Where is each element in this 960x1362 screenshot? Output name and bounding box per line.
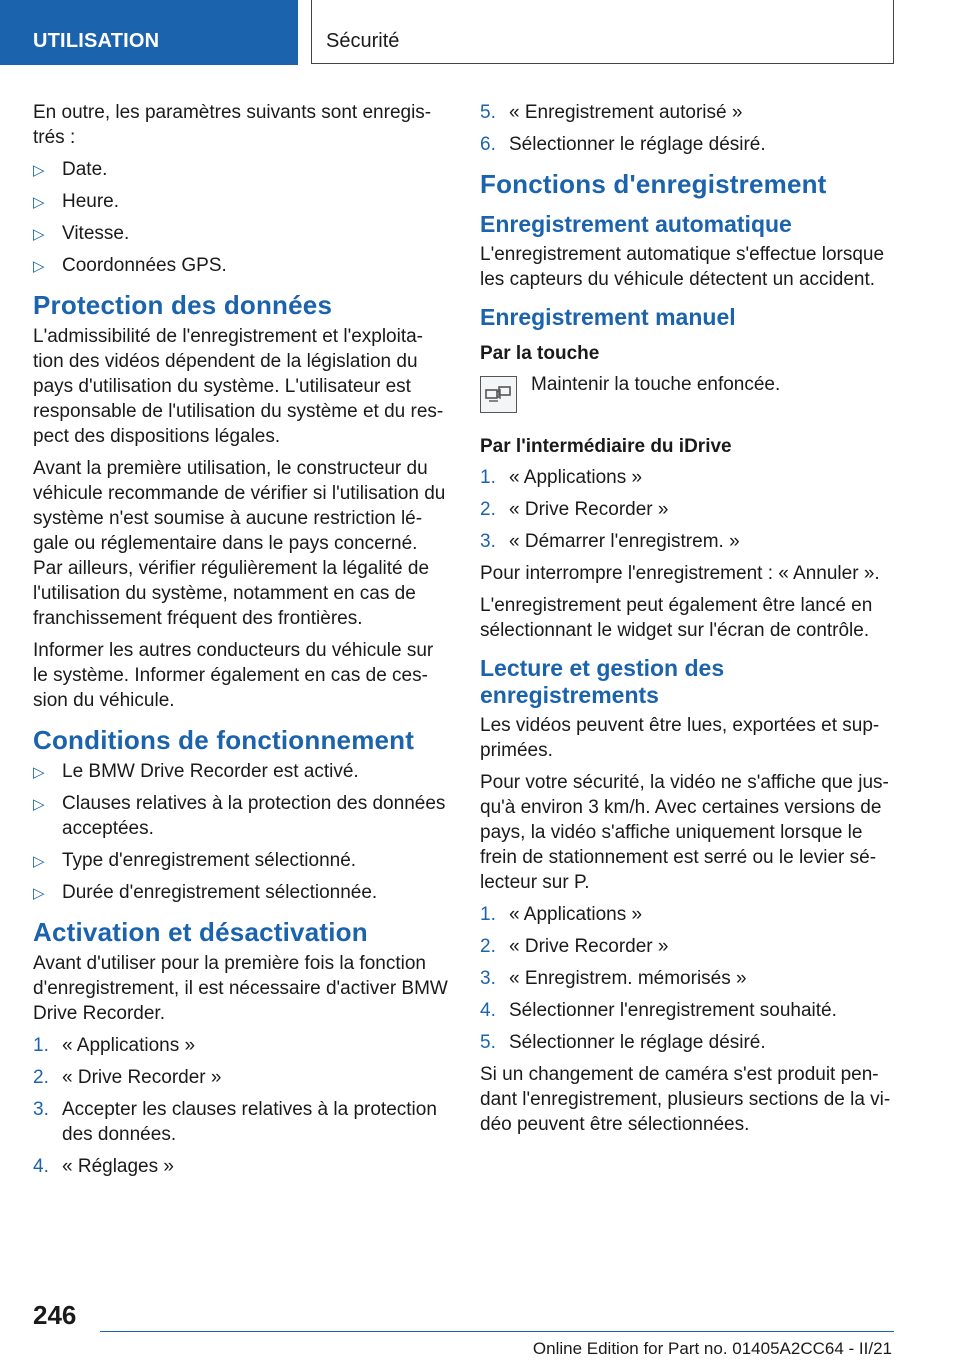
- list-item: [33, 189, 448, 214]
- list-item: [480, 529, 895, 554]
- edition-text: Online Edition for Part no. 01405A2CC64 - II/21: [532, 1339, 892, 1358]
- right-column: [480, 100, 895, 1144]
- list-item: [33, 1097, 448, 1147]
- list-item: [480, 100, 895, 125]
- step-number: 4.: [33, 1156, 49, 1177]
- heading-protection: Protection des données: [33, 290, 333, 320]
- triangle-bullet-icon: ▷: [33, 194, 45, 211]
- step-number: 2.: [480, 936, 496, 957]
- triangle-bullet-icon: ▷: [33, 853, 45, 870]
- step-number: 2.: [480, 499, 496, 520]
- step-number: 5.: [480, 1032, 496, 1053]
- heading-manuel: Enregistrement manuel: [480, 304, 736, 330]
- list-item-text: « Enregistrem. mémorisés »: [509, 968, 747, 989]
- protection-paragraph-3: Informer les autres conducteurs du véhicule sur le système. Informer également en cas de ces-sion du véhicule.: [33, 640, 434, 711]
- list-item-text: Le BMW Drive Recorder est activé.: [62, 761, 359, 782]
- section-label: UTILISATION: [33, 30, 160, 52]
- list-item: [480, 465, 895, 490]
- list-item-text: Coordonnées GPS.: [62, 255, 227, 276]
- touche-instruction: Maintenir la touche enfoncée.: [531, 374, 781, 395]
- record-button-row: [480, 372, 895, 424]
- list-item-text: « Réglages »: [62, 1156, 174, 1177]
- conditions-list: [33, 759, 448, 905]
- list-item: [480, 132, 895, 157]
- heading-touche: Par la touche: [480, 343, 600, 364]
- activation-paragraph: Avant d'utiliser pour la première fois la fonction d'enregistrement, il est nécessaire d'activer BMW Drive Recorder.: [33, 953, 448, 1024]
- step-number: 1.: [480, 467, 496, 488]
- list-item-text: Vitesse.: [62, 223, 130, 244]
- list-item: [33, 880, 448, 905]
- list-item-text: Durée d'enregistrement sélectionnée.: [62, 882, 378, 903]
- list-item-text: « Applications »: [509, 467, 643, 488]
- list-item-text: Heure.: [62, 191, 120, 212]
- triangle-bullet-icon: ▷: [33, 258, 45, 275]
- step-number: 3.: [33, 1099, 49, 1120]
- activation-steps-continued: [480, 100, 895, 157]
- list-item: [33, 759, 448, 784]
- idrive-paragraph-2: L'enregistrement peut également être lancé en sélectionnant le widget sur l'écran de contrôle.: [480, 595, 873, 641]
- list-item-text: Date.: [62, 159, 108, 180]
- list-item-text: Sélectionner le réglage désiré.: [509, 1032, 766, 1053]
- list-item: [33, 157, 448, 182]
- heading-fonctions: Fonctions d'enregistrement: [480, 169, 827, 199]
- list-item-text: « Drive Recorder »: [509, 936, 669, 957]
- list-item-text: « Enregistrement autorisé »: [509, 102, 743, 123]
- list-item-text: Sélectionner l'enregistrement souhaité.: [509, 1000, 837, 1021]
- list-item: [33, 1033, 448, 1058]
- list-item-text: Accepter les clauses relatives à la protection des données.: [62, 1099, 437, 1145]
- step-number: 3.: [480, 531, 496, 552]
- list-item-text: Sélectionner le réglage désiré.: [509, 134, 766, 155]
- protection-paragraph-2: Avant la première utilisation, le constructeur du véhicule recommande de vérifier si l'utilisation du système n'est soumise à aucune restriction lé-gale ou réglementaire dans le pays concerné. Par ailleurs, vérifier régulièrement la légalité de l'utilisation du système, notamment en cas de franchissement fréquent des frontières.: [33, 458, 446, 629]
- step-number: 3.: [480, 968, 496, 989]
- list-item-text: « Drive Recorder »: [62, 1067, 222, 1088]
- activation-steps: [33, 1033, 448, 1179]
- list-item: [33, 253, 448, 278]
- lecture-paragraph-2: Pour votre sécurité, la vidéo ne s'affiche que jus-qu'à environ 3 km/h. Avec certaines versions de pays, la vidéo s'affiche uniquement lorsque le frein de stationnement est serré ou le levier sé-lecteur sur P.: [480, 772, 889, 893]
- lecture-steps: [480, 902, 895, 1055]
- idrive-paragraph-1: Pour interrompre l'enregistrement : « Annuler ».: [480, 563, 880, 584]
- page-title: Sécurité: [326, 30, 400, 52]
- triangle-bullet-icon: ▷: [33, 226, 45, 243]
- idrive-steps: [480, 465, 895, 554]
- list-item: [480, 934, 895, 959]
- list-item: [480, 1030, 895, 1055]
- step-number: 6.: [480, 134, 496, 155]
- step-number: 4.: [480, 1000, 496, 1021]
- heading-idrive: Par l'intermédiaire du iDrive: [480, 436, 732, 457]
- lecture-paragraph-3: Si un changement de caméra s'est produit pen-dant l'enregistrement, plusieurs sections de la vi-déo peuvent être sélectionnées.: [480, 1064, 891, 1135]
- lecture-paragraph-1: Les vidéos peuvent être lues, exportées et sup-primées.: [480, 715, 880, 761]
- list-item: [480, 497, 895, 522]
- triangle-bullet-icon: ▷: [33, 796, 45, 813]
- step-number: 5.: [480, 102, 496, 123]
- triangle-bullet-icon: ▷: [33, 885, 45, 902]
- auto-paragraph: L'enregistrement automatique s'effectue lorsque les capteurs du véhicule détectent un accident.: [480, 244, 885, 290]
- list-item-text: Type d'enregistrement sélectionné.: [62, 850, 357, 871]
- list-item-text: « Applications »: [509, 904, 643, 925]
- heading-activation: Activation et désactivation: [33, 917, 368, 947]
- heading-auto: Enregistrement automatique: [480, 211, 792, 237]
- intro-list: [33, 157, 448, 278]
- footer-rule: [100, 1331, 894, 1332]
- list-item: [33, 848, 448, 873]
- triangle-bullet-icon: ▷: [33, 162, 45, 179]
- list-item: [33, 221, 448, 246]
- section-tab: [0, 0, 298, 65]
- list-item-text: Clauses relatives à la protection des données acceptées.: [62, 793, 446, 839]
- list-item-text: « Démarrer l'enregistrem. »: [509, 531, 740, 552]
- page-number: 246: [33, 1300, 77, 1330]
- list-item: [480, 902, 895, 927]
- list-item: [480, 966, 895, 991]
- triangle-bullet-icon: ▷: [33, 764, 45, 781]
- heading-lecture: Lecture et gestion des enregistrements: [480, 655, 725, 708]
- list-item-text: « Applications »: [62, 1035, 196, 1056]
- protection-paragraph-1: L'admissibilité de l'enregistrement et l'exploita-tion des vidéos dépendent de la législation du pays d'utilisation du système. L'utilisateur est responsable de l'utilisation du système et du res-pect des dispositions légales.: [33, 326, 444, 447]
- list-item: [33, 1065, 448, 1090]
- intro-paragraph: En outre, les paramètres suivants sont enregis-trés :: [33, 102, 432, 148]
- list-item: [33, 791, 448, 841]
- header-title-box: [311, 0, 894, 64]
- step-number: 2.: [33, 1067, 49, 1088]
- step-number: 1.: [480, 904, 496, 925]
- record-button-icon: [480, 376, 517, 413]
- list-item-text: « Drive Recorder »: [509, 499, 669, 520]
- step-number: 1.: [33, 1035, 49, 1056]
- heading-conditions: Conditions de fonctionnement: [33, 725, 415, 755]
- list-item: [480, 998, 895, 1023]
- list-item: [33, 1154, 448, 1179]
- left-column: [33, 100, 448, 1186]
